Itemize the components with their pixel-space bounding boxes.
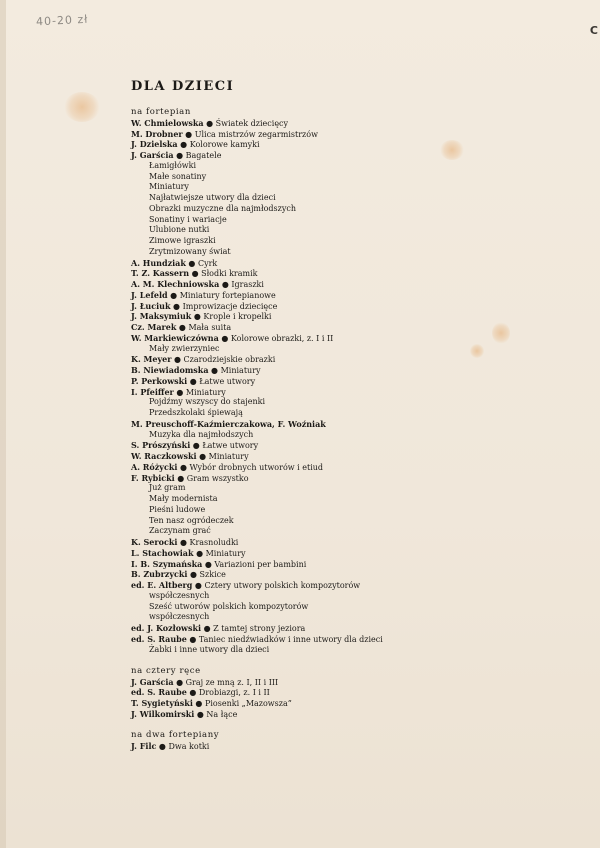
catalog-entry — [131, 537, 571, 548]
composer-name: A. M. Klechniowska — [131, 279, 220, 289]
work-title: Najłatwiejsze utwory dla dzieci — [149, 193, 276, 202]
work-title: Gram wszystko — [186, 473, 249, 483]
bullet-separator: ● — [196, 452, 209, 461]
catalog-entry — [131, 741, 571, 752]
catalog-entry — [131, 387, 571, 398]
composer-name: K. Serocki — [131, 537, 178, 547]
work-title: Słodki kramik — [201, 269, 258, 279]
catalog-entry — [131, 462, 571, 473]
work-title: Zimowe igraszki — [149, 236, 216, 245]
work-title: Kolorowe obrazki, z. I i II — [230, 333, 334, 343]
bullet-separator: ● — [182, 129, 195, 139]
catalog-entry — [131, 548, 571, 559]
paper-stain — [64, 92, 100, 122]
bullet-separator: ● — [186, 688, 199, 698]
catalog-entry — [131, 451, 571, 462]
catalog-entry — [131, 612, 571, 623]
catalog-entry — [131, 569, 571, 580]
catalog-entry — [131, 215, 571, 226]
composer-name: T. Sygietyński — [131, 698, 193, 708]
catalog-entry — [131, 505, 571, 516]
catalog-entry — [131, 301, 571, 312]
work-title: Miniatury — [220, 366, 261, 375]
bullet-separator: ● — [167, 290, 180, 300]
composer-name: B. Niewiadomska — [131, 365, 209, 375]
work-title: Pojdźmy wszyscy do stajenki — [149, 397, 266, 407]
catalog-entry — [131, 236, 571, 247]
composer-name: I. B. Szymańska — [131, 558, 203, 569]
composer-name: L. Stachowiak — [131, 547, 194, 558]
work-title: Graj ze mną z. I, II i III — [185, 677, 279, 687]
composer-name: J. Łuciuk — [131, 300, 171, 311]
catalog-entry — [131, 258, 571, 269]
work-title: Muzyka dla najmłodszych — [149, 429, 254, 439]
composer-name: ed. E. Altberg — [131, 580, 193, 590]
catalog-entry — [131, 161, 571, 172]
catalog-entry — [131, 290, 571, 301]
catalog-entry — [131, 204, 571, 215]
catalog-entry — [131, 645, 571, 656]
work-title: Cztery utwory polskich kompozytorów — [204, 581, 361, 590]
composer-name: W. Raczkowski — [131, 451, 197, 461]
work-title: Dwa kotki — [168, 741, 210, 751]
page-title: DLA DZIECI — [131, 79, 235, 94]
composer-name: I. Pfeiffer — [131, 386, 174, 397]
work-title: Sześć utworów polskich kompozytorów — [149, 601, 309, 611]
bullet-separator: ● — [171, 355, 184, 365]
work-title: Zrytmizowany świat — [149, 246, 231, 256]
bullet-separator: ● — [219, 280, 232, 289]
work-title: Łamigłówki — [149, 160, 197, 170]
composer-name: W. Chmielowska — [131, 117, 204, 128]
bullet-separator: ● — [218, 333, 231, 343]
bullet-separator: ● — [193, 548, 206, 558]
catalog-entry — [131, 365, 571, 376]
work-title: Miniatury fortepianowe — [179, 290, 276, 300]
catalog-entry — [131, 602, 571, 613]
bullet-separator: ● — [177, 140, 190, 150]
catalog-entry — [131, 172, 571, 183]
work-title: Drobiazgi, z. I i II — [198, 688, 270, 698]
work-title: Przedszkolaki śpiewają — [149, 408, 243, 417]
composer-name: Cz. Marek — [131, 322, 177, 332]
bullet-separator: ● — [173, 387, 186, 397]
work-title: Żabki i inne utwory dla dzieci — [149, 644, 270, 654]
catalog-entry — [131, 687, 571, 698]
work-title: Światek dziecięcy — [215, 118, 289, 128]
section-label: na cztery ręce — [131, 665, 201, 676]
work-title: Cyrk — [197, 258, 218, 268]
catalog-entry — [131, 354, 571, 365]
composer-name: A. Hundziak — [131, 257, 186, 268]
bullet-separator: ● — [201, 624, 214, 633]
work-title: Miniatury — [208, 452, 249, 461]
bullet-separator: ● — [190, 441, 203, 451]
bullet-separator: ● — [186, 634, 199, 644]
section-spacer — [131, 720, 571, 731]
catalog-entry — [131, 559, 571, 570]
work-title: Małe sonatiny — [149, 171, 207, 181]
work-title: Łatwe utwory — [199, 376, 256, 386]
catalog-entry — [131, 311, 571, 322]
composer-name: M. Drobner — [131, 128, 183, 139]
work-title: Ulica mistrzów zegarmistrzów — [194, 129, 318, 139]
work-title: Miniatury — [205, 548, 246, 558]
work-title: Na łące — [206, 709, 238, 719]
catalog-entry — [131, 516, 571, 527]
catalog-entry — [131, 193, 571, 204]
catalog-entry — [131, 376, 571, 387]
bullet-separator: ● — [176, 323, 189, 332]
composer-name: ed. S. Raube — [131, 687, 187, 698]
catalog-entry — [131, 225, 571, 236]
work-title: Kolorowe kamyki — [189, 140, 260, 150]
work-title: Mała suita — [188, 323, 232, 332]
catalog-entry — [131, 419, 571, 430]
catalog-entry — [131, 118, 571, 129]
work-title: Wybór drobnych utworów i etiud — [189, 462, 324, 472]
catalog-entry — [131, 494, 571, 505]
work-title: Miniatury — [185, 387, 226, 397]
catalog-entry — [131, 182, 571, 193]
bullet-separator: ● — [177, 462, 190, 472]
catalog-entry — [131, 247, 571, 258]
catalog-entry — [131, 139, 571, 150]
bullet-separator: ● — [187, 376, 200, 386]
catalog-entry — [131, 591, 571, 602]
composer-name: J. Filc — [131, 740, 157, 751]
catalog-entry — [131, 698, 571, 709]
composer-name: A. Różycki — [131, 461, 178, 472]
work-title: Piosenki „Mazowsza” — [204, 699, 292, 708]
composer-name: J. Dzielska — [131, 139, 178, 150]
catalog-entry — [131, 526, 571, 537]
bullet-separator: ● — [192, 581, 205, 590]
bullet-separator: ● — [173, 677, 186, 687]
section-label: na fortepian — [131, 107, 191, 117]
bullet-separator: ● — [192, 699, 205, 708]
composer-name: K. Meyer — [131, 354, 172, 365]
composer-name: M. Preuschoff-Kaźmierczakowa, F. Woźniak — [131, 418, 326, 429]
bullet-separator: ● — [187, 570, 200, 580]
catalog-entry — [131, 580, 571, 591]
catalog-entry — [131, 344, 571, 355]
work-title: współczesnych — [149, 590, 210, 600]
bullet-separator: ● — [173, 151, 186, 160]
work-title: Igraszki — [231, 280, 264, 289]
catalog-entry — [131, 268, 571, 279]
bullet-separator: ● — [194, 709, 207, 719]
work-title: Czarodziejskie obrazki — [183, 355, 276, 365]
handwritten-price-note: 40-20 zł — [35, 12, 89, 29]
catalog-entry — [131, 430, 571, 441]
work-title: Bagatele — [185, 151, 222, 160]
catalog-entry — [131, 709, 571, 720]
composer-name: T. Z. Kassern — [131, 268, 190, 279]
composer-name: J. Lefeld — [131, 289, 168, 300]
work-title: Obrazki muzyczne dla najmłodszych — [149, 203, 297, 213]
work-title: Krople i kropelki — [203, 312, 272, 322]
catalog-entry — [131, 440, 571, 451]
composer-name: W. Markiewiczówna — [131, 332, 219, 343]
work-title: Mały modernista — [149, 494, 218, 503]
work-title: Ulubione nutki — [149, 225, 210, 235]
catalog-entry — [131, 333, 571, 344]
corner-mark: C — [589, 24, 598, 37]
bullet-separator: ● — [202, 559, 215, 569]
work-title: Improwizacje dziecięce — [182, 301, 278, 311]
bullet-separator: ● — [191, 312, 204, 322]
bullet-separator: ● — [177, 538, 190, 547]
catalog-entry — [131, 279, 571, 290]
work-title: Mały zwierzyniec — [149, 343, 220, 353]
section-label: na dwa fortepiany — [131, 730, 220, 740]
composer-name: J. Maksymiuk — [131, 311, 192, 322]
work-title: współczesnych — [149, 612, 210, 622]
catalog-entry — [131, 473, 571, 484]
bullet-separator: ● — [189, 269, 202, 279]
composer-name: S. Prószyński — [131, 440, 191, 451]
catalog-entry — [131, 150, 571, 161]
work-title: Sonatiny i wariacje — [149, 214, 227, 224]
composer-name: ed. S. Raube — [131, 633, 187, 644]
bullet-separator: ● — [203, 118, 216, 128]
catalog-entry — [131, 322, 571, 333]
work-title: Zaczynam grać — [149, 526, 211, 536]
page-edge — [0, 0, 6, 848]
composer-name: F. Rybicki — [131, 472, 175, 483]
work-title: Krasnoludki — [189, 538, 239, 547]
catalog-entry — [131, 397, 571, 408]
composer-name: J. Garścia — [131, 150, 174, 160]
catalog-list — [131, 107, 571, 752]
catalog-entry — [131, 677, 571, 688]
composer-name: J. Garścia — [131, 676, 174, 687]
catalog-entry — [131, 634, 571, 645]
composer-name: ed. J. Kozłowski — [131, 623, 202, 633]
composer-name: P. Perkowski — [131, 375, 188, 386]
catalog-entry — [131, 483, 571, 494]
composer-name: J. Wilkomirski — [131, 708, 195, 719]
bullet-separator: ● — [185, 258, 198, 268]
bullet-separator: ● — [170, 301, 183, 311]
work-title: Pieśni ludowe — [149, 504, 206, 514]
work-title: Już gram — [149, 483, 186, 493]
section-spacer — [131, 655, 571, 666]
bullet-separator: ● — [174, 473, 187, 483]
composer-name: B. Zubrzycki — [131, 569, 188, 580]
work-title: Miniatury — [149, 182, 189, 192]
bullet-separator: ● — [208, 366, 221, 375]
work-title: Z tamtej strony jeziora — [213, 624, 306, 633]
work-title: Ten nasz ogródeczek — [149, 515, 234, 525]
catalog-entry — [131, 623, 571, 634]
work-title: Szkice — [199, 570, 226, 580]
catalog-entry — [131, 129, 571, 140]
catalog-entry — [131, 408, 571, 419]
work-title: Variazioni per bambini — [214, 559, 307, 569]
work-title: Taniec niedźwiadków i inne utwory dla dzieci — [198, 634, 383, 644]
work-title: Łatwe utwory — [202, 441, 259, 451]
bullet-separator: ● — [156, 741, 169, 751]
